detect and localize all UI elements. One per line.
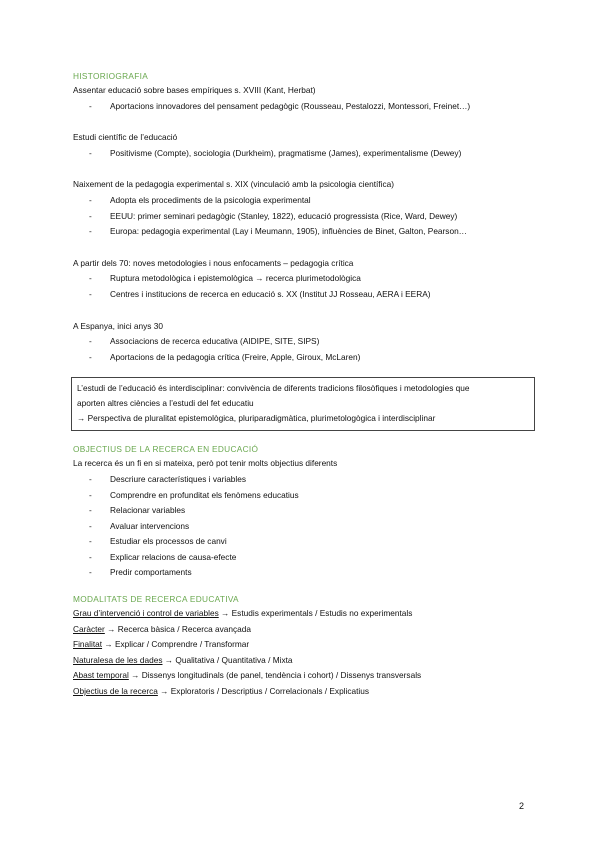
dash-icon: - — [89, 336, 92, 347]
list-item: - Ruptura metodològica i epistemològica → recerca plurimetodològica — [73, 271, 543, 287]
modalitat-item: Naturalesa de les dades → Qualitativa / Quantitativa / Mixta — [73, 654, 293, 665]
modalitat-label: Grau d’intervenció i control de variables — [73, 608, 219, 619]
document-page — [73, 70, 543, 700]
page-number: 2 — [519, 801, 525, 811]
list-item: - Positivisme (Compte), sociologia (Durkheim), pragmatisme (James), experimentalisme (Dewey) — [73, 146, 543, 162]
dash-icon: - — [89, 226, 92, 237]
dash-icon: - — [89, 273, 92, 284]
history-group-title: Assentar educació sobre bases empíriques s. XVIII (Kant, Herbat) — [73, 85, 316, 95]
dash-icon: - — [89, 147, 92, 158]
history-group-title: Naixement de la pedagogia experimental s. XIX (vinculació amb la psicologia científica) — [73, 179, 394, 190]
modalitat-label: Finalitat — [73, 639, 103, 650]
history-group — [73, 177, 543, 239]
list-item: - Aportacions innovadores del pensament pedagògic (Rousseau, Pestalozzi, Montessori, Freinet…) — [73, 99, 543, 115]
modalitat-label: Naturalesa de les dades — [73, 654, 163, 665]
section-heading-objectius: OBJECTIUS DE LA RECERCA EN EDUCACIÓ — [73, 444, 259, 455]
modalitat-label: Abast temporal — [73, 670, 129, 681]
list-item: - Explicar relacions de causa-efecte — [73, 550, 543, 566]
list-item: - Europa: pedagogia experimental (Lay i Meumann, 1905), influències de Binet, Galton, Pearson… — [73, 224, 543, 240]
modalitat-item: Caràcter → Recerca bàsica / Recerca avançada — [73, 623, 252, 634]
modalitat-label: Caràcter — [73, 623, 105, 634]
dash-icon: - — [89, 551, 92, 562]
box-line: L’estudi de l’educació és interdisciplinar: convivència de diferents tradicions filosòfiques i metodologies que — [77, 383, 470, 394]
dash-icon: - — [89, 567, 92, 578]
modalitat-item: Finalitat → Explicar / Comprendre / Transformar — [73, 639, 250, 650]
list-item: - Avaluar intervencions — [73, 519, 543, 535]
dash-icon: - — [89, 489, 92, 500]
list-item: - Descriure característiques i variables — [73, 472, 543, 488]
list-item: - Predir comportaments — [73, 565, 543, 581]
list-item: - Estudiar els processos de canvi — [73, 534, 543, 550]
history-group — [73, 130, 543, 161]
list-item: - Associacions de recerca educativa (AIDIPE, SITE, SIPS) — [73, 334, 543, 350]
dash-icon: - — [89, 288, 92, 299]
history-group — [73, 256, 543, 303]
dash-icon: - — [89, 473, 92, 484]
list-item: - Relacionar variables — [73, 503, 543, 519]
history-group — [73, 319, 543, 366]
dash-icon: - — [89, 210, 92, 221]
section-heading-historiografia: HISTORIOGRAFIA — [73, 71, 149, 81]
interdisciplinary-box — [71, 377, 535, 431]
modalitats-list — [73, 606, 543, 700]
modalitat-label: Objectius de la recerca — [73, 686, 158, 697]
history-group-title: A Espanya, inici anys 30 — [73, 320, 163, 331]
list-item: - Centres i institucions de recerca en educació s. XX (Institut JJ Rosseau, AERA i EERA) — [73, 287, 543, 303]
dash-icon: - — [89, 505, 92, 516]
list-item: - Comprendre en profunditat els fenòmens educatius — [73, 488, 543, 504]
history-group-title: Estudi científic de l’educació — [73, 132, 178, 143]
list-item: - Adopta els procediments de la psicologia experimental — [73, 193, 543, 209]
dash-icon: - — [89, 351, 92, 362]
modalitat-item: Objectius de la recerca → Exploratoris / Descriptius / Correlacionals / Explicatius — [73, 686, 370, 697]
modalitat-item: Grau d’intervenció i control de variables → Estudis experimentals / Estudis no experimentals — [73, 608, 413, 619]
list-item: - Aportacions de la pedagogia crítica (Freire, Apple, Giroux, McLaren) — [73, 350, 543, 366]
section-heading-modalitats: MODALITATS DE RECERCA EDUCATIVA — [73, 594, 239, 605]
dash-icon: - — [89, 536, 92, 547]
dash-icon: - — [89, 194, 92, 205]
dash-icon: - — [89, 100, 92, 111]
history-group — [73, 83, 543, 114]
box-line: aporten altres ciències a l’estudi del fet educatiu — [77, 398, 254, 409]
list-item: - EEUU: primer seminari pedagògic (Stanley, 1822), educació progressista (Rice, Ward, Dewey) — [73, 209, 543, 225]
history-group-title: A partir dels 70: noves metodologies i nous enfocaments – pedagogia crítica — [73, 257, 354, 268]
objectius-list — [73, 472, 543, 581]
objectius-intro: La recerca és un fi en si mateixa, però pot tenir molts objectius diferents — [73, 458, 338, 469]
box-line: → Perspectiva de pluralitat epistemològica, pluriparadigmàtica, plurimetologògica i interdisciplinar — [77, 413, 436, 424]
modalitat-item: Abast temporal → Dissenys longitudinals (de panel, tendència i cohort) / Dissenys transversals — [73, 670, 422, 681]
dash-icon: - — [89, 520, 92, 531]
